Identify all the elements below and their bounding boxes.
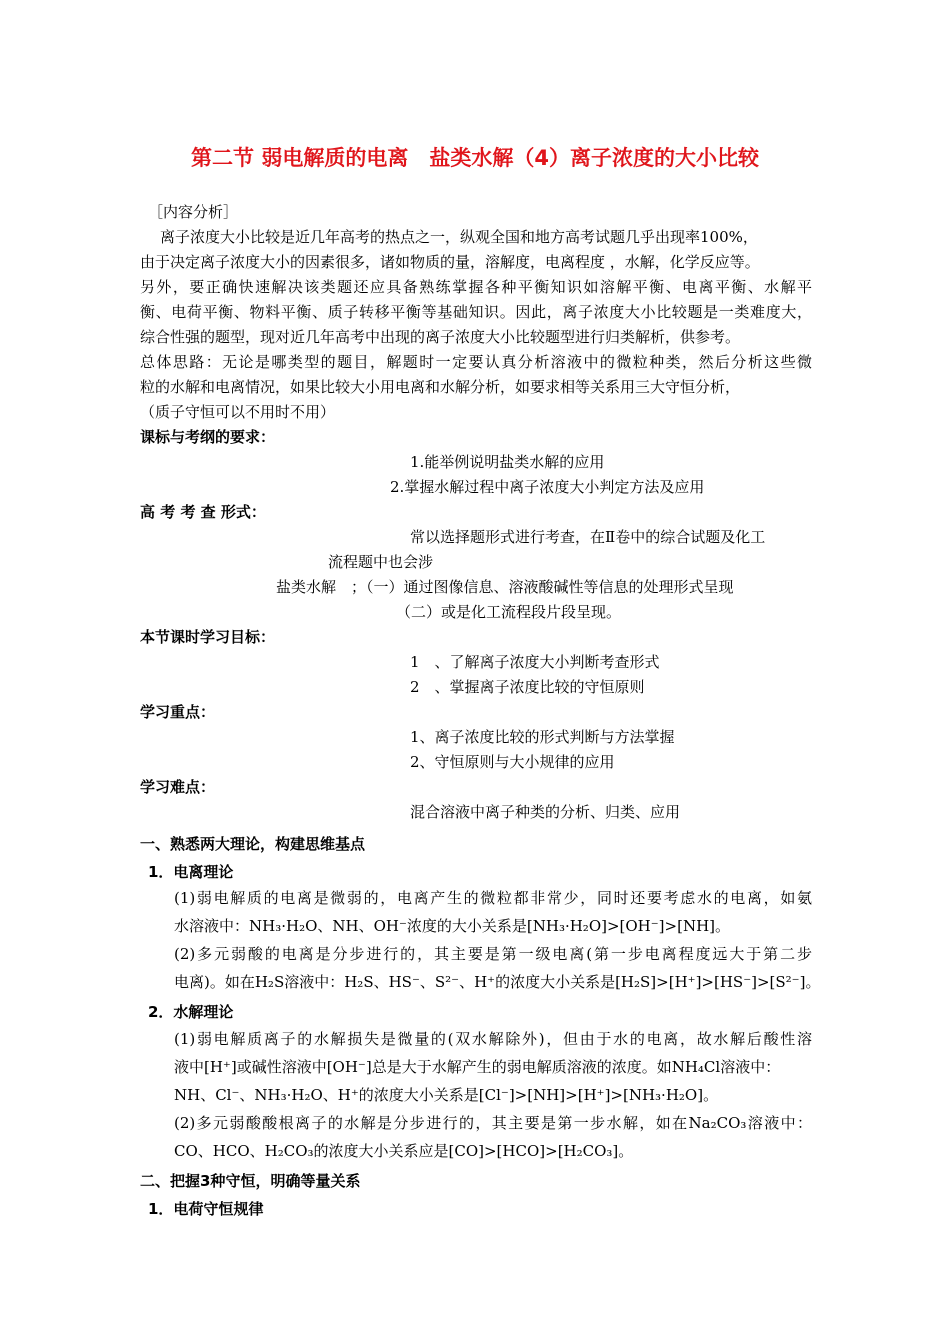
subsection-heading: 1．电离理论	[148, 863, 234, 881]
page-title: 第二节 弱电解质的电离 盐类水解（4）离子浓度的大小比较	[191, 146, 759, 170]
body-line: 液中[H⁺]或碱性溶液中[OH⁻]总是大于水解产生的弱电解质溶液的浓度。如NH₄Cl溶液中：	[174, 1058, 781, 1076]
body-line: (2)多元弱酸的电离是分步进行的，其主要是第一级电离(第一步电离程度远大于第二步	[174, 945, 812, 963]
difficulties-heading: 学习难点：	[140, 778, 216, 796]
analysis-line-2: 由于决定离子浓度大小的因素很多，诸如物质的量，溶解度，电离程度 ，水解，化学反应等。	[140, 253, 760, 271]
analysis-line-7: 粒的水解和电离情况，如果比较大小用电离和水解分析，如要求相等关系用三大守恒分析，	[140, 378, 741, 396]
exam-form-line-4: （二）或是化工流程段片段呈现。	[396, 603, 622, 621]
analysis-line-6: 总体思路：无论是哪类型的题目，解题时一定要认真分析溶液中的微粒种类，然后分析这些微	[140, 353, 812, 371]
analysis-line-3: 另外，要正确快速解决该类题还应具备熟练掌握各种平衡知识如溶解平衡、电离平衡、水解平	[140, 278, 812, 296]
exam-form-line-3: 盐类水解 ；（一）通过图像信息、溶液酸碱性等信息的处理形式呈现	[276, 578, 734, 596]
key-point-item: 1、离子浓度比较的形式判断与方法掌握	[410, 728, 675, 746]
subsection-heading: 1．电荷守恒规律	[148, 1200, 264, 1218]
exam-form-heading: 高 考 考 查 形式：	[140, 503, 266, 521]
section-heading: 二、把握3种守恒，明确等量关系	[140, 1172, 361, 1190]
requirements-heading: 课标与考纲的要求：	[140, 428, 276, 446]
analysis-line-8: （质子守恒可以不用时不用）	[140, 403, 336, 421]
body-line: CO、HCO、H₂CO₃的浓度大小关系应是[CO]>[HCO]>[H₂CO₃]。	[174, 1142, 634, 1160]
body-line: 电离)。如在H₂S溶液中：H₂S、HS⁻、S²⁻、H⁺的浓度大小关系是[H₂S]>[H⁺]>[HS⁻]>[S²⁻]。	[174, 973, 821, 991]
key-point-item: 2、守恒原则与大小规律的应用	[410, 753, 615, 771]
section-heading: 一、熟悉两大理论，构建思维基点	[140, 835, 366, 853]
requirement-item: 1.能举例说明盐类水解的应用	[410, 453, 605, 471]
body-line: (2)多元弱酸酸根离子的水解是分步进行的，其主要是第一步水解，如在Na₂CO₃溶液中：	[174, 1114, 812, 1132]
body-line: NH、Cl⁻、NH₃·H₂O、H⁺的浓度大小关系是[Cl⁻]>[NH]>[H⁺]>[NH₃·H₂O]。	[174, 1086, 719, 1104]
analysis-line-1: 离子浓度大小比较是近几年高考的热点之一，纵观全国和地方高考试题几乎出现率100%，	[160, 228, 758, 246]
content-analysis-heading: ［内容分析］	[148, 203, 239, 221]
requirement-item: 2.掌握水解过程中离子浓度大小判定方法及应用	[390, 478, 705, 496]
analysis-line-4: 衡、电荷平衡、物料平衡、质子转移平衡等基础知识。因此，离子浓度大小比较题是一类难度大，	[140, 303, 812, 321]
goal-item: 1 、了解离子浓度大小判断考查形式	[410, 653, 660, 671]
difficulty-item: 混合溶液中离子种类的分析、归类、应用	[410, 803, 681, 821]
exam-form-line-1: 常以选择题形式进行考查，在Ⅱ卷中的综合试题及化工	[410, 528, 766, 546]
goal-item: 2 、掌握离子浓度比较的守恒原则	[410, 678, 645, 696]
goals-heading: 本节课时学习目标：	[140, 628, 276, 646]
subsection-heading: 2．水解理论	[148, 1003, 234, 1021]
body-line: (1)弱电解质离子的水解损失是微量的(双水解除外)，但由于水的电离，故水解后酸性溶	[174, 1030, 812, 1048]
key-points-heading: 学习重点：	[140, 703, 216, 721]
exam-form-line-2: 流程题中也会涉	[328, 553, 434, 571]
body-line: (1)弱电解质的电离是微弱的，电离产生的微粒都非常少，同时还要考虑水的电离，如氨	[174, 889, 812, 907]
body-line: 水溶液中：NH₃·H₂O、NH、OH⁻浓度的大小关系是[NH₃·H₂O]>[OH⁻]>[NH]。	[174, 917, 731, 935]
analysis-line-5: 综合性强的题型，现对近几年高考中出现的离子浓度大小比较题型进行归类解析，供参考。	[140, 328, 741, 346]
